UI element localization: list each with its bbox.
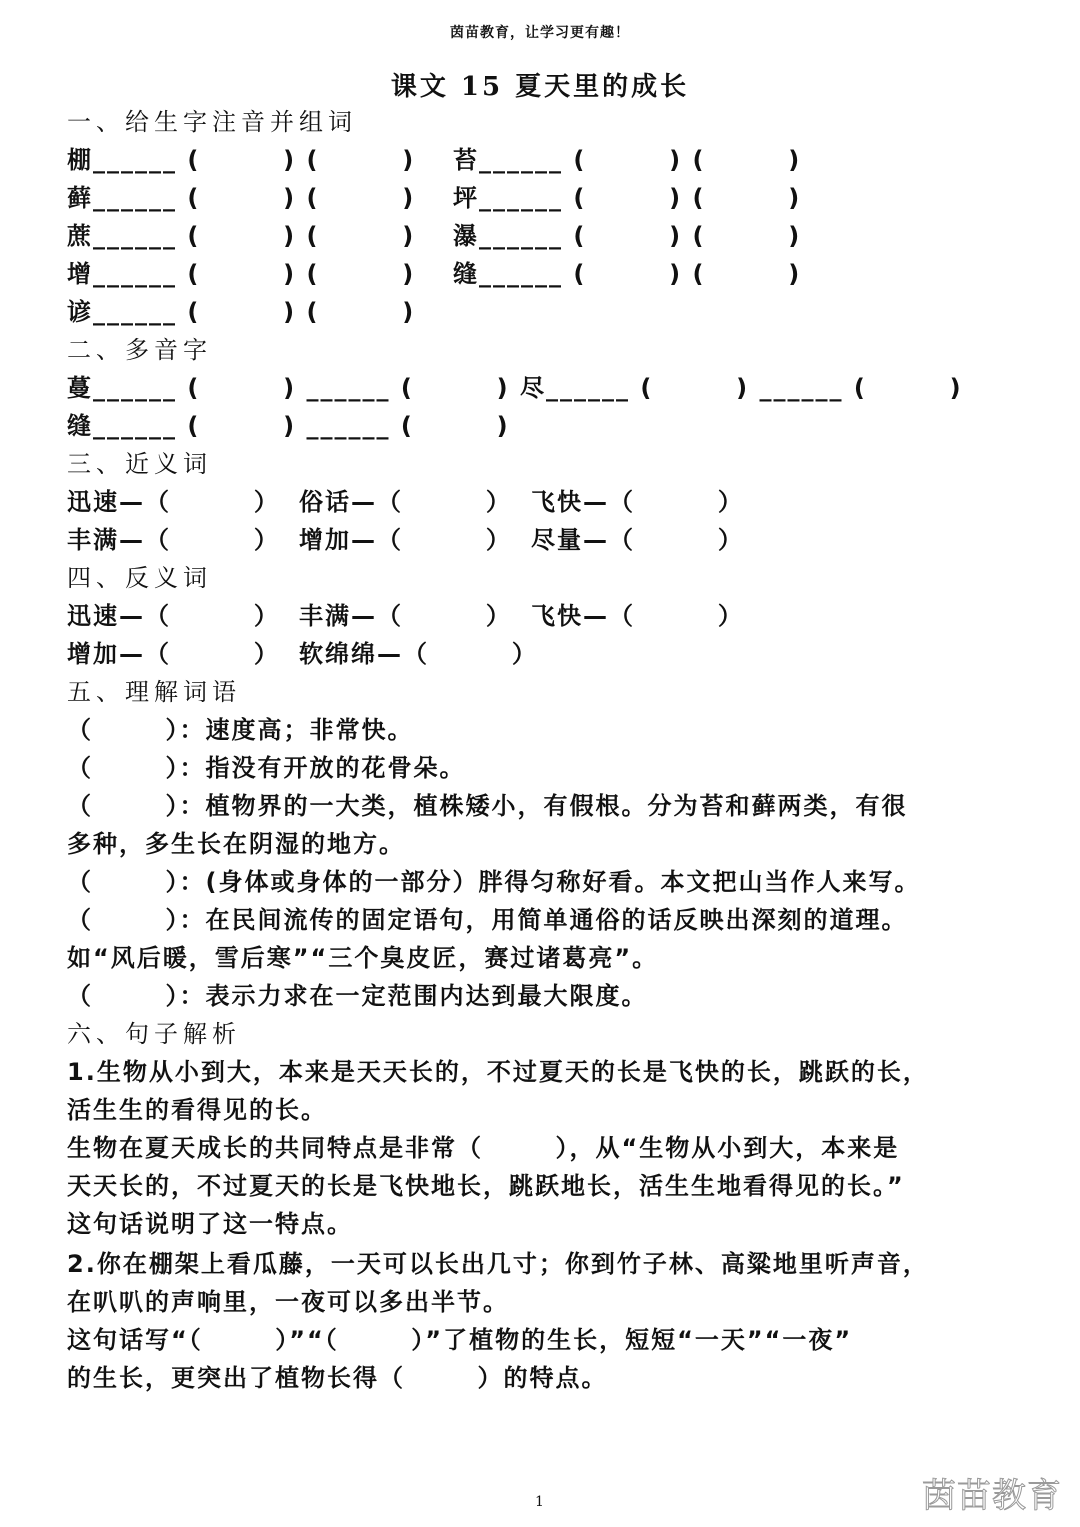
definition-line: 多种，多生长在阴湿的地方。 (67, 830, 405, 858)
char-item: 瀑______ ( ) ( ) (453, 222, 802, 250)
char-item: 增______ ( ) ( ) (67, 260, 416, 288)
analysis-line: 生物在夏天成长的共同特点是非常（ ），从“生物从小到大，本来是 (67, 1134, 900, 1162)
definition-line: （ ）：指没有开放的花骨朵。 (67, 754, 466, 782)
definition-line: （ ）：(身体或身体的一部分）胖得匀称好看。本文把山当作人来写。 (67, 868, 921, 896)
definition-line: （ ）：在民间流传的固定语句，用简单通俗的话反映出深刻的道理。 (67, 906, 908, 934)
char-item: 棚______ ( ) ( ) (67, 146, 416, 174)
analysis-line: 2.你在棚架上看瓜藤，一天可以长出几寸；你到竹子林、高粱地里听声音， (67, 1250, 929, 1278)
analysis-line: 天天长的，不过夏天的长是飞快地长，跳跃地长，活生生地看得见的长。” (67, 1172, 905, 1200)
page-number: 1 (535, 1494, 544, 1510)
synonym-item: 增加—（ ） (299, 526, 512, 554)
section-6-heading: 六、句子解析 (67, 1020, 241, 1048)
antonym-item: 增加—（ ） (67, 640, 280, 668)
page-title: 课文 15 夏天里的成长 (390, 72, 690, 102)
char-item: 缝______ ( ) ( ) (453, 260, 802, 288)
analysis-line: 的生长，更突出了植物长得（ ）的特点。 (67, 1364, 608, 1392)
synonym-item: 迅速—（ ） (67, 488, 280, 516)
watermark-logo: 茵苗教育 (922, 1476, 1062, 1516)
section-3-heading: 三、近义词 (67, 450, 212, 478)
synonym-item: 飞快—（ ） (531, 488, 744, 516)
char-item: 蔗______ ( ) ( ) (67, 222, 416, 250)
char-item: 苔______ ( ) ( ) (453, 146, 802, 174)
analysis-line: 这句话说明了这一特点。 (67, 1210, 353, 1238)
section-5-heading: 五、理解词语 (67, 678, 241, 706)
definition-line: （ ）：速度高；非常快。 (67, 716, 414, 744)
analysis-line: 在叭叭的声响里，一夜可以多出半节。 (67, 1288, 509, 1316)
section-2-heading: 二、多音字 (67, 336, 212, 364)
antonym-item: 迅速—（ ） (67, 602, 280, 630)
char-item: 坪______ ( ) ( ) (453, 184, 802, 212)
header-note: 茵苗教育，让学习更有趣！ (450, 25, 630, 41)
section-2-row: 蔓______ ( ) ______ ( ) 尽______ ( ) ______ ( ) (67, 374, 963, 402)
char-item: 谚______ ( ) ( ) (67, 298, 416, 326)
synonym-item: 俗话—（ ） (299, 488, 512, 516)
definition-line: （ ）：表示力求在一定范围内达到最大限度。 (67, 982, 648, 1010)
antonym-item: 丰满—（ ） (299, 602, 512, 630)
definition-line: 如“风后暖，雪后寒”“三个臭皮匠，赛过诸葛亮”。 (67, 944, 659, 972)
section-1-heading: 一、给生字注音并组词 (67, 108, 357, 136)
analysis-line: 1.生物从小到大，本来是天天长的，不过夏天的长是飞快的长，跳跃的长， (67, 1058, 929, 1086)
antonym-item: 飞快—（ ） (531, 602, 744, 630)
antonym-item: 软绵绵—（ ） (299, 640, 538, 668)
analysis-line: 这句话写“（ ）”“（ ）”了植物的生长，短短“一天”“一夜” (67, 1326, 853, 1354)
char-item: 藓______ ( ) ( ) (67, 184, 416, 212)
definition-line: （ ）：植物界的一大类，植株矮小，有假根。分为苔和藓两类，有很 (67, 792, 908, 820)
synonym-item: 丰满—（ ） (67, 526, 280, 554)
section-4-heading: 四、反义词 (67, 564, 212, 592)
section-2-row: 缝______ ( ) ______ ( ) (67, 412, 510, 440)
synonym-item: 尽量—（ ） (531, 526, 744, 554)
analysis-line: 活生生的看得见的长。 (67, 1096, 327, 1124)
